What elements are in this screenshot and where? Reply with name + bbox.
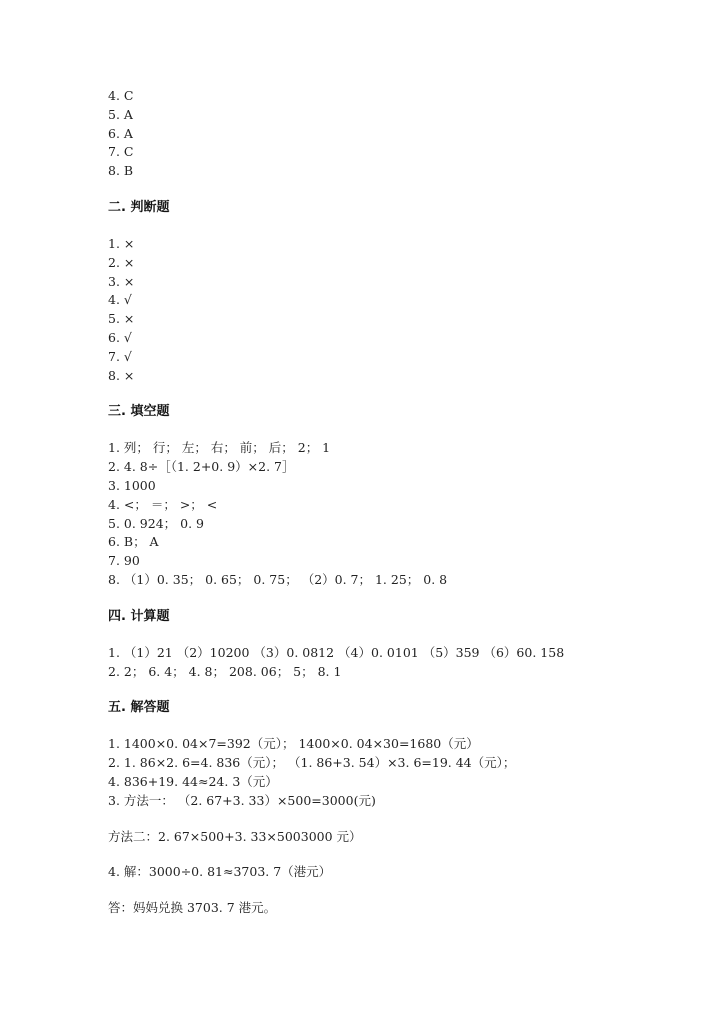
list-item: 3. 1000: [108, 477, 156, 493]
list-item: 1. ×: [108, 235, 135, 251]
list-item: 2. 4. 8÷［（1. 2+0. 9）×2. 7］: [108, 459, 295, 475]
choice-answers-list: [108, 87, 628, 181]
list-item: 7. √: [108, 348, 132, 364]
list-item: 4. √: [108, 292, 132, 308]
list-item: 8. （1）0. 35； 0. 65； 0. 75； （2）0. 7； 1. 25； 0. 8: [108, 571, 448, 587]
section-heading-judgment: 二. 判断题: [108, 199, 170, 215]
list-item: 7. C: [108, 144, 134, 160]
section-heading-calculation: 四. 计算题: [108, 608, 170, 624]
word-problem-answers-list: [108, 735, 628, 810]
list-item: 1. （1）21 （2）10200 （3）0. 0812 （4）0. 0101 （5）359 （6）60. 158: [108, 644, 565, 660]
list-item: 4. 836+19. 44≈24. 3（元）: [108, 773, 278, 789]
list-item: 4. C: [108, 88, 134, 103]
final-answer-paragraph: 答：妈妈兑换 3703. 7 港元。: [108, 900, 277, 916]
list-item: 3. ×: [108, 273, 135, 289]
list-item: 2. 2； 6. 4； 4. 8； 208. 06； 5； 8. 1: [108, 663, 342, 679]
list-item: 7. 90: [108, 553, 140, 569]
list-item: 6. √: [108, 329, 132, 345]
question-four-paragraph: 4. 解：3000÷0. 81≈3703. 7（港元）: [108, 864, 332, 880]
section-heading-word-problems: 五. 解答题: [108, 700, 170, 716]
section-heading-fill-blank: 三. 填空题: [108, 404, 170, 420]
list-item: 2. 1. 86×2. 6=4. 836（元）； （1. 86+3. 54）×3. 6=19. 44（元）；: [108, 755, 516, 771]
list-item: 1. 列； 行； 左； 右； 前； 后； 2； 1: [108, 440, 331, 456]
list-item: 8. ×: [108, 367, 135, 383]
list-item: 1. 1400×0. 04×7=392（元）； 1400×0. 04×30=1680（元）: [108, 736, 479, 752]
answer-key-page: [108, 87, 628, 918]
judgment-answers-list: [108, 235, 628, 385]
list-item: 5. A: [108, 106, 133, 122]
list-item: 6. B； A: [108, 534, 159, 550]
list-item: 5. 0. 924； 0. 9: [108, 515, 204, 531]
list-item: 2. ×: [108, 254, 135, 270]
method-two-paragraph: 方法二：2. 67×500+3. 33×5003000 元）: [108, 828, 362, 844]
list-item: 8. B: [108, 163, 134, 179]
list-item: 5. ×: [108, 311, 135, 327]
list-item: 4. <； ＝； >； <: [108, 496, 218, 512]
list-item: 3. 方法一： （2. 67+3. 33）×500=3000(元): [108, 792, 376, 808]
fill-blank-answers-list: [108, 439, 628, 589]
calculation-answers-list: [108, 644, 628, 682]
list-item: 6. A: [108, 125, 133, 141]
